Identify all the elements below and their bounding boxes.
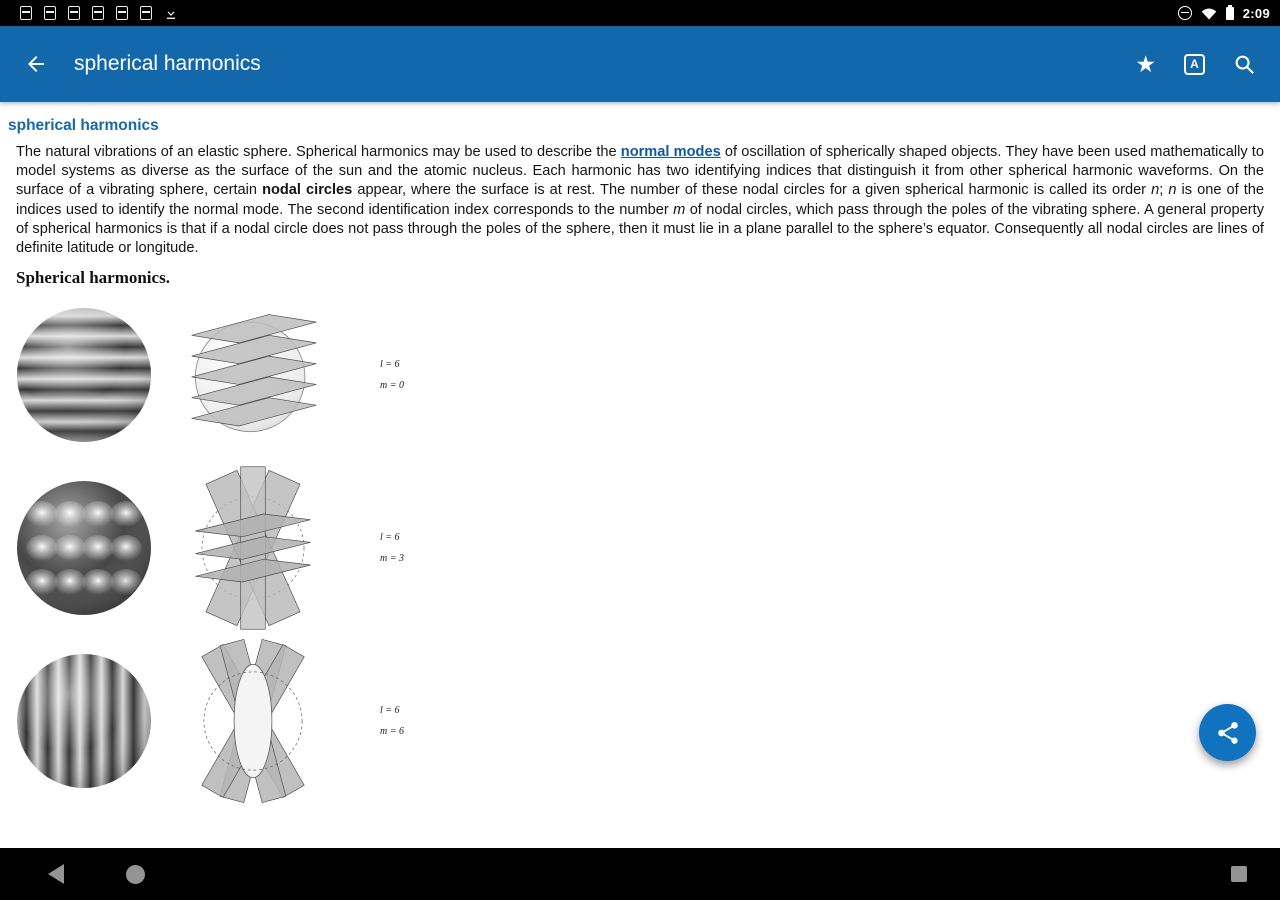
- nav-recents-icon[interactable]: [1231, 866, 1247, 882]
- l-index-label: l = 6: [380, 704, 400, 716]
- notification-book-icon: [44, 6, 56, 20]
- m-index-label: m = 0: [380, 379, 404, 391]
- status-bar: [0, 0, 1280, 26]
- sectoral-sphere-image: [16, 653, 152, 789]
- zonal-sphere-image: [16, 307, 152, 443]
- figure-row-tesseral: [16, 461, 1280, 634]
- text-segment: of nodal circles, which pass through the poles of the vibrating sphere. A general property of spherical harmonics is that if a nodal circle does not pass through the poles of the sphere, then it must lie in a plane parallel to the sphere’s equator. Consequently all nodal circles are lines of definite latitude or longitude.: [16, 201, 1264, 257]
- nav-home-icon[interactable]: [126, 865, 145, 884]
- notification-book-icon: [20, 6, 32, 20]
- text-segment: is one of the indices used to identify the normal mode. The second identification index corresponds to the number: [16, 182, 1264, 218]
- l-index-label: l = 6: [380, 531, 400, 543]
- text-segment: m: [673, 201, 686, 218]
- notification-book-icon: [116, 6, 128, 20]
- battery-icon: [1226, 7, 1234, 20]
- zonal-planes-diagram: [178, 290, 328, 460]
- cross-reference-link[interactable]: normal modes: [620, 144, 721, 160]
- star-icon: ★: [1135, 50, 1156, 77]
- notification-book-icon: [68, 6, 80, 20]
- arrow-back-icon: [24, 52, 48, 76]
- text-segment: n: [1168, 182, 1177, 199]
- clock: 2:09: [1242, 5, 1270, 21]
- wifi-icon: [1201, 7, 1217, 20]
- entry-content: [0, 117, 1280, 807]
- entry-heading: spherical harmonics: [8, 117, 159, 134]
- share-fab[interactable]: [1199, 704, 1256, 761]
- spherical-harmonics-figure: [16, 288, 1280, 807]
- figure-labels: [380, 700, 404, 742]
- download-icon: [164, 6, 178, 21]
- page-title: spherical harmonics: [74, 52, 261, 75]
- navigation-bar: [0, 848, 1280, 900]
- back-button[interactable]: [24, 52, 48, 76]
- search-icon: [1233, 53, 1256, 76]
- text-segment: of oscillation of spherically shaped objects. They have been used mathematically to model systems as diverse as the surface of the sun and the atomic nucleus. Each harmonic has two identifying indices that distinguish it from other spherical harmonic waveforms. On the surface of a vibrating sphere, certain: [16, 144, 1264, 199]
- share-icon: [1215, 720, 1241, 746]
- tesseral-sphere-image: [16, 480, 152, 616]
- notification-icons: [20, 6, 178, 21]
- nav-back-icon[interactable]: [48, 864, 64, 884]
- figure-row-zonal: [16, 288, 1280, 461]
- status-icons: [1178, 6, 1270, 21]
- entry-definition-text: [16, 143, 1264, 258]
- font-size-icon: A: [1184, 54, 1205, 75]
- figure-row-sectoral: [16, 634, 1280, 807]
- search-button[interactable]: [1233, 53, 1256, 76]
- figure-labels: [380, 527, 404, 569]
- font-settings-button[interactable]: [1184, 54, 1205, 75]
- app-bar: [0, 26, 1280, 102]
- m-index-label: m = 3: [380, 552, 404, 564]
- do-not-disturb-icon: [1178, 6, 1192, 20]
- text-segment: ;: [1159, 182, 1169, 199]
- text-segment: nodal circles: [262, 182, 353, 199]
- favorite-button[interactable]: [1135, 50, 1156, 77]
- m-index-label: m = 6: [380, 725, 404, 737]
- figure-caption: Spherical harmonics.: [16, 268, 170, 288]
- tesseral-planes-diagram: [178, 463, 328, 633]
- figure-labels: [380, 354, 404, 396]
- sectoral-planes-diagram: [178, 636, 328, 806]
- notification-book-icon: [140, 6, 152, 20]
- text-segment: The natural vibrations of an elastic sphere. Spherical harmonics may be used to describe the: [16, 144, 621, 160]
- l-index-label: l = 6: [380, 358, 400, 370]
- text-segment: n: [1151, 182, 1160, 199]
- notification-book-icon: [92, 6, 104, 20]
- text-segment: appear, where the surface is at rest. The number of these nodal circles for a given spherical harmonic is called its order: [352, 182, 1152, 199]
- app-bar-actions: [1135, 50, 1256, 77]
